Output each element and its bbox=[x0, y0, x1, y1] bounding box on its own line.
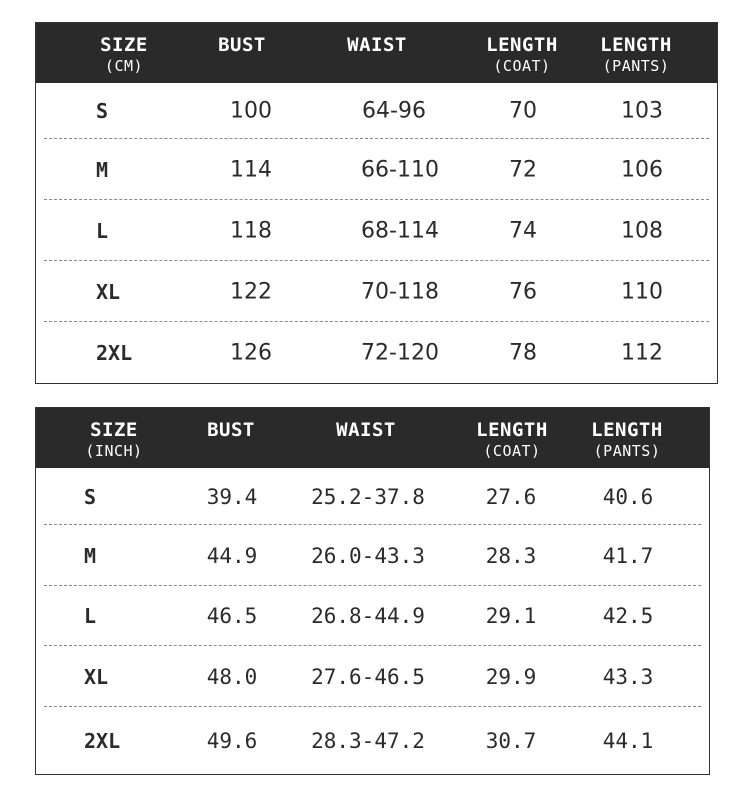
header-length-coat-sub: (COAT) bbox=[483, 442, 541, 460]
cell-length-pants: 42.5 bbox=[602, 604, 654, 628]
cell-length-pants: 41.7 bbox=[602, 543, 654, 568]
header-length-pants-sub: (PANTS) bbox=[602, 57, 670, 75]
header-size-label: SIZE bbox=[100, 34, 148, 56]
cell-size: M bbox=[96, 157, 109, 182]
header-length-pants-sub: (PANTS) bbox=[593, 442, 661, 460]
table-row bbox=[36, 586, 709, 646]
cell-length-pants: 110 bbox=[621, 279, 663, 304]
cell-size: L bbox=[96, 218, 109, 243]
cell-size: M bbox=[84, 543, 97, 568]
cell-waist: 68-114 bbox=[361, 218, 439, 243]
cell-length-coat: 70 bbox=[509, 98, 537, 124]
size-chart-cm bbox=[35, 22, 718, 384]
size-chart-inch bbox=[35, 407, 710, 775]
cell-length-coat: 74 bbox=[509, 218, 537, 243]
header-waist-label: WAIST bbox=[347, 34, 407, 56]
cell-length-pants: 106 bbox=[621, 157, 663, 182]
cell-size: 2XL bbox=[84, 728, 121, 753]
cell-length-coat: 30.7 bbox=[485, 728, 537, 753]
cell-length-coat: 29.1 bbox=[485, 604, 537, 628]
table-header bbox=[36, 23, 717, 83]
header-length-pants bbox=[600, 23, 672, 83]
header-length-coat-label: LENGTH bbox=[476, 419, 548, 441]
cell-waist: 64-96 bbox=[362, 98, 426, 124]
cell-length-coat: 76 bbox=[509, 279, 537, 304]
table-row bbox=[36, 139, 717, 200]
header-bust-label: BUST bbox=[218, 34, 266, 56]
cell-waist: 26.0-43.3 bbox=[311, 543, 425, 568]
header-waist-label: WAIST bbox=[336, 419, 396, 441]
header-length-pants-label: LENGTH bbox=[600, 34, 672, 56]
cell-waist: 72-120 bbox=[361, 340, 439, 365]
table-row bbox=[36, 83, 717, 139]
header-bust-label: BUST bbox=[207, 419, 255, 441]
cell-bust: 100 bbox=[230, 98, 272, 124]
cell-bust: 126 bbox=[230, 340, 272, 365]
header-bust bbox=[218, 23, 266, 83]
cell-length-pants: 112 bbox=[621, 340, 663, 365]
cell-size: XL bbox=[84, 664, 109, 689]
cell-length-pants: 44.1 bbox=[602, 728, 654, 753]
header-length-pants bbox=[591, 408, 663, 468]
cell-bust: 49.6 bbox=[206, 728, 258, 753]
cell-length-coat: 72 bbox=[509, 157, 537, 182]
cell-length-coat: 78 bbox=[509, 340, 537, 365]
cell-length-pants: 43.3 bbox=[602, 664, 654, 689]
cell-length-pants: 40.6 bbox=[602, 484, 654, 509]
cell-length-coat: 29.9 bbox=[485, 664, 537, 689]
table-row bbox=[36, 707, 709, 774]
header-length-coat-label: LENGTH bbox=[486, 34, 558, 56]
cell-size: XL bbox=[96, 279, 121, 304]
header-waist bbox=[347, 23, 407, 83]
header-length-coat-sub: (COAT) bbox=[493, 57, 551, 75]
cell-bust: 48.0 bbox=[206, 664, 258, 689]
cell-waist: 26.8-44.9 bbox=[311, 604, 425, 628]
cell-length-coat: 27.6 bbox=[485, 484, 537, 509]
cell-waist: 27.6-46.5 bbox=[311, 664, 425, 689]
cell-size: L bbox=[84, 604, 97, 628]
cell-bust: 122 bbox=[230, 279, 272, 304]
cell-bust: 46.5 bbox=[206, 604, 258, 628]
header-length-coat bbox=[486, 23, 558, 83]
header-size bbox=[85, 408, 142, 468]
cell-bust: 44.9 bbox=[206, 543, 258, 568]
cell-length-coat: 28.3 bbox=[485, 543, 537, 568]
cell-size: S bbox=[96, 99, 109, 123]
header-waist bbox=[336, 408, 396, 468]
cell-size: S bbox=[84, 484, 97, 509]
cell-length-pants: 103 bbox=[621, 98, 663, 124]
table-row bbox=[36, 200, 717, 261]
cell-bust: 118 bbox=[230, 218, 272, 243]
cell-waist: 28.3-47.2 bbox=[311, 728, 425, 753]
table-row bbox=[36, 646, 709, 707]
table-row bbox=[36, 322, 717, 383]
cell-waist: 25.2-37.8 bbox=[311, 484, 425, 509]
header-size-unit: (INCH) bbox=[85, 442, 143, 460]
table-row bbox=[36, 261, 717, 322]
cell-bust: 114 bbox=[230, 157, 272, 182]
header-size-unit: (CM) bbox=[104, 57, 144, 75]
cell-length-pants: 108 bbox=[621, 218, 663, 243]
cell-size: 2XL bbox=[96, 340, 133, 365]
cell-bust: 39.4 bbox=[206, 484, 258, 509]
header-length-pants-label: LENGTH bbox=[591, 419, 663, 441]
cell-waist: 66-110 bbox=[361, 157, 439, 182]
header-bust bbox=[207, 408, 255, 468]
header-length-coat bbox=[476, 408, 548, 468]
cell-waist: 70-118 bbox=[361, 279, 439, 304]
header-size bbox=[100, 23, 148, 83]
table-row bbox=[36, 468, 709, 525]
table-row bbox=[36, 525, 709, 586]
table-header bbox=[36, 408, 709, 468]
header-size-label: SIZE bbox=[90, 419, 138, 441]
